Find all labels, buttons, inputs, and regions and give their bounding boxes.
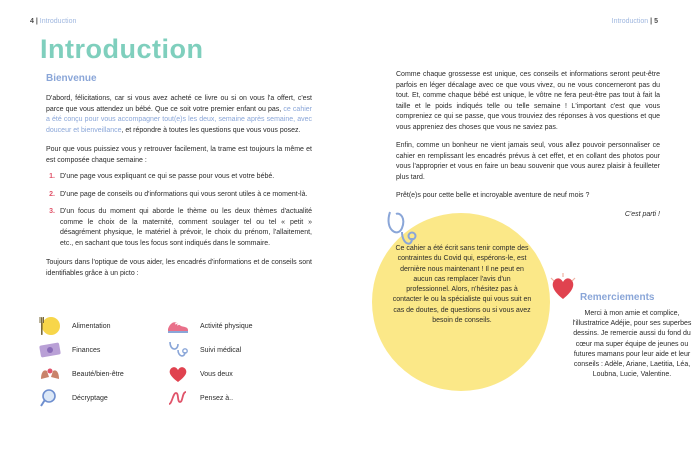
stethoscope-icon	[166, 339, 190, 361]
sneaker-icon	[166, 315, 190, 337]
picto-activite-physique: Activité physique	[166, 315, 316, 337]
page-title: Introduction	[40, 34, 204, 64]
picto-vous-deux: Vous deux	[166, 363, 316, 385]
remerciements-heading: Remerciements	[580, 292, 655, 303]
picto-suivi-medical: Suivi médical	[166, 339, 316, 361]
structure-list	[46, 172, 312, 249]
remerciements-text: Merci à mon amie et complice, l'illustratrice Adéjie, pour ses superbes dessins. Je remercie aussi du fond du cœur ma super équipe de jeunes ou futures mamans pour leur aide et leur conseils : Adèle, Ariane, Laetitia, Léa, Loubna, Lucie, Valentine.	[572, 310, 692, 379]
right-paragraph-3: Prêt(e)s pour cette belle et incroyable aventure de neuf mois ?	[396, 192, 590, 199]
list-item: 3. D'un focus du moment qui aborde le thème ou les deux thèmes d'actualité comme le choix de la maternité, comment soulager tel ou tel « petit » désagrément physique, le matériel à prévoir, le choix du prénom, l'allaitement, etc., en sachant que tous les focus sont indiqués dans le sommaire.	[49, 208, 312, 247]
right-paragraph-2: Enfin, comme un bonheur ne vient jamais seul, vous allez pouvoir personnaliser ce cahier en remplissant les encadrés prévus à cet effet, et en collant des photos pour vous l'approprier et vous en faire un beau souvenir que vous aurez plaisir à feuilleter plus tard.	[396, 142, 660, 181]
hands-icon	[38, 363, 62, 385]
banknote-icon	[38, 339, 62, 361]
picto-alimentation: Alimentation	[38, 315, 188, 337]
list-item: 2. D'une page de conseils ou d'informations qui vous seront utiles à ce moment-là.	[49, 190, 308, 198]
knot-icon	[166, 387, 190, 409]
bienvenue-paragraph-3: Toujours dans l'optique de vous aider, les encadrés d'informations et de conseils sont identifiables grâce à un picto :	[46, 259, 312, 277]
folio-left: 4 | Introduction	[30, 18, 77, 25]
picto-beaute: Beauté/bien-être	[38, 363, 188, 385]
bienvenue-body	[46, 94, 312, 288]
magnifier-icon	[38, 387, 62, 409]
right-body	[396, 70, 660, 228]
bienvenue-paragraph-2: Pour que vous puissiez vous y retrouver facilement, la trame est toujours la même et est composée chaque semaine :	[46, 146, 312, 164]
bienvenue-paragraph-1: D'abord, félicitations, car si vous avez acheté ce livre ou si on vous l'a offert, c'est parce que vous attendez un bébé. Que ce soit votre premier enfant ou pas, ce cahier a été conçu pour vous accompagner tout(e)s les deux, semaine après semaine, avec douceur et bienveillance, et répondre à toutes les questions que vous vous posez.	[46, 95, 312, 134]
heart-icon	[166, 363, 190, 385]
signoff: C'est parti !	[624, 210, 660, 218]
folio-right: Introduction | 5	[611, 18, 658, 25]
right-paragraph-1: Comme chaque grossesse est unique, ces conseils et informations seront peut-être parfois en léger décalage avec ce que vous vivez, ou ne vous concerneront pas du tout. Et, comme chaque bébé est unique, le vôtre ne fera peut-être pas tout à fait la taille et le poids indiqués telle ou telle semaine ! L'important c'est que vous compreniez ce qui se passe, que vous trouviez des réponses à vos questions et que vous appreniez des choses que vous ne saviez pas.	[396, 71, 660, 131]
highlighted-text: ce cahier a été conçu pour vous accompagner tout(e)s les deux, semaine après semaine, avec douceur et bienveillance	[46, 105, 312, 134]
bienvenue-heading: Bienvenue	[46, 73, 97, 84]
picto-finances: Finances	[38, 339, 188, 361]
fork-plate-icon	[38, 315, 62, 337]
picto-decryptage: Décryptage	[38, 387, 188, 409]
covid-notice: Ce cahier a été écrit sans tenir compte des contraintes du Covid qui, espérons-le, est dernière nous maintenant ! Il ne peut en aucun cas remplacer l'avis d'un professionnel. Alors, n'hésitez pas à contacter le ou la spécialiste qui vous suit en cas de doutes, de questions ou si vous avez besoin de conseils.	[392, 245, 532, 325]
list-item: 1. D'une page vous expliquant ce qui se passe pour vous et votre bébé.	[49, 173, 275, 180]
picto-pensez-a: Pensez à..	[166, 387, 316, 409]
heart-icon	[548, 272, 578, 302]
